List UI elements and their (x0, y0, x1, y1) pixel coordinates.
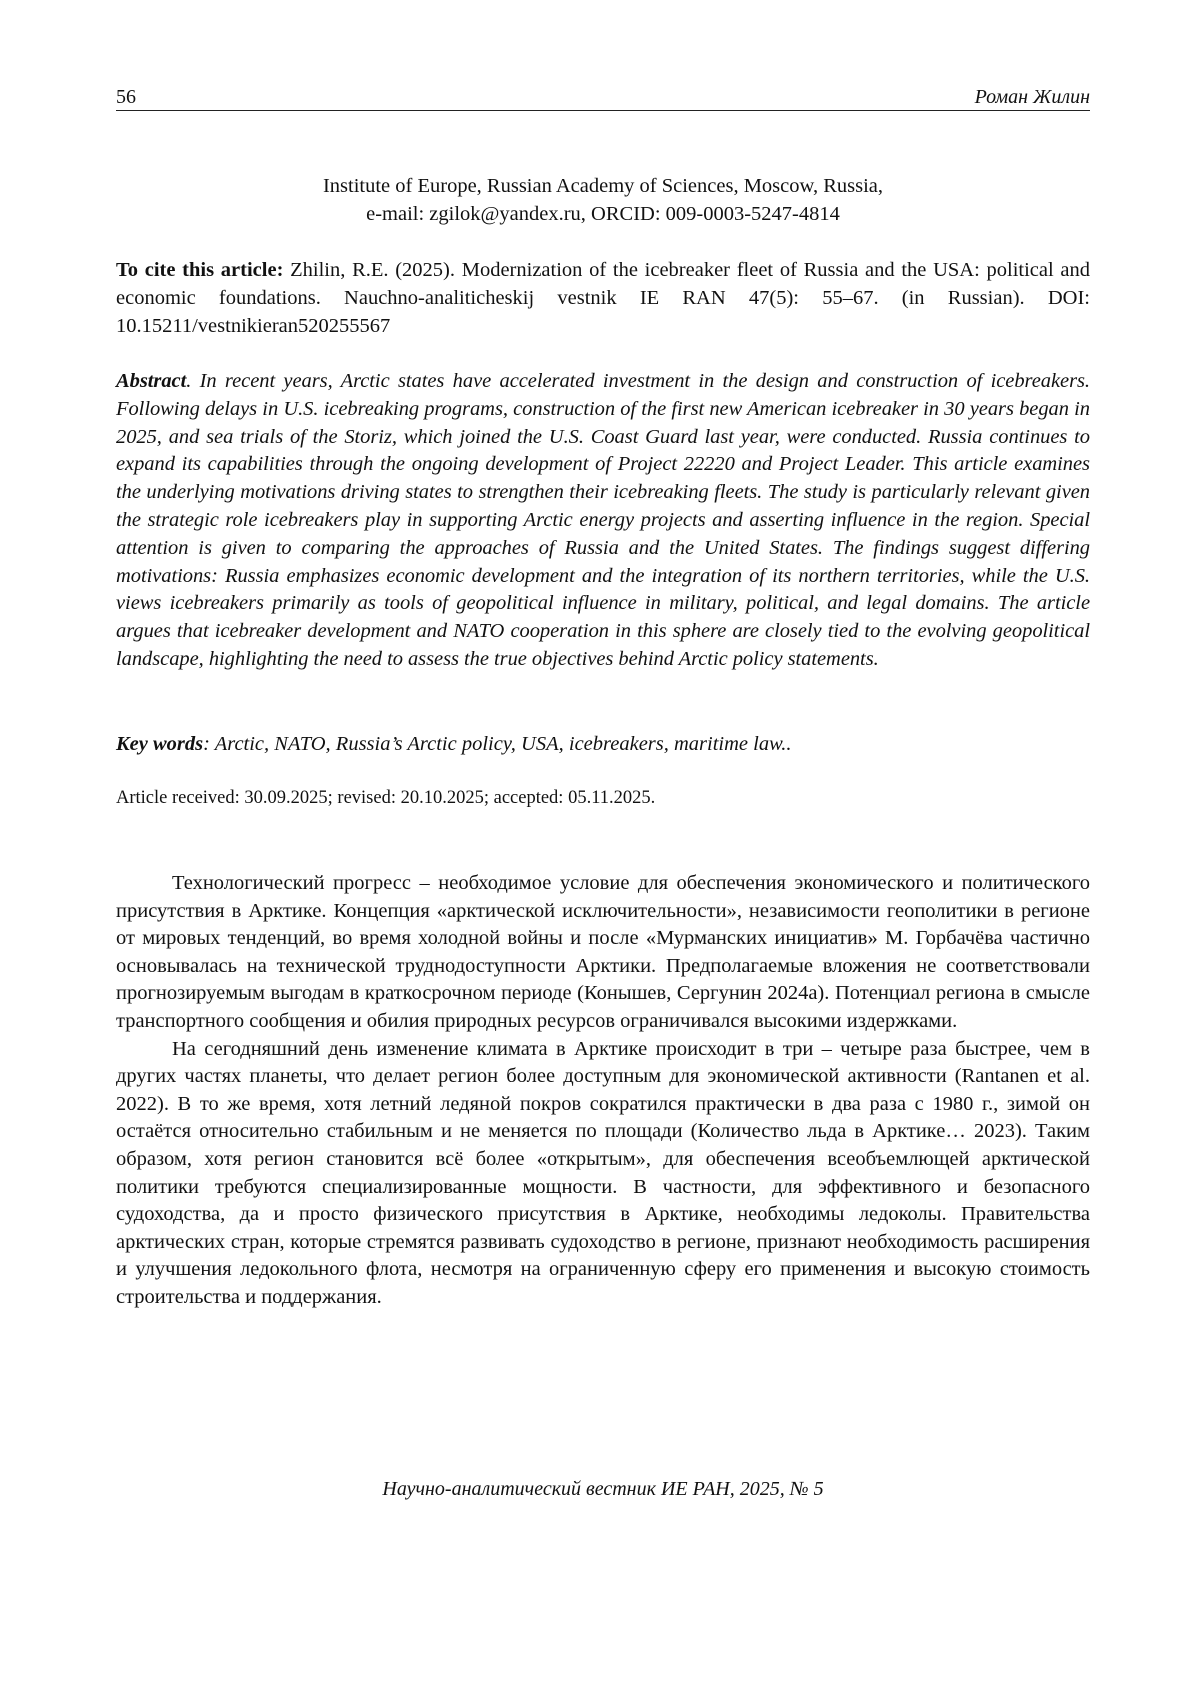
citation-text: Zhilin, R.E. (2025). Modernization of the icebreaker fleet of Russia and the USA: political and economic foundations. Nauchno-analiticheskij vestnik IE RAN 47(5): 55–67. (in Russian). DOI: 10.15211/vestnikieran520255567 (116, 259, 1090, 337)
citation-block (116, 256, 1090, 340)
keywords-label: Key words (116, 733, 204, 755)
running-header (116, 84, 1090, 111)
page-number: 56 (116, 86, 136, 108)
contact-line: e-mail: zgilok@yandex.ru, ORCID: 009-0003-5247-4814 (366, 203, 840, 225)
author-affiliation (116, 172, 1090, 228)
article-dates: Article received: 30.09.2025; revised: 20.10.2025; accepted: 05.11.2025. (116, 788, 656, 808)
body-paragraph: Технологический прогресс – необходимое условие для обеспечения экономического и политического присутствия в Арктике. Концепция «арктической исключительности», независимости геополитики в регионе от мировых тенденций, во время холодной войны и после «Мурманских инициатив» М. Горбачёва частично основывалась на технической труднодоступности Арктики. Предполагаемые вложения не соответствовали прогнозируемым выгодам в краткосрочном периоде (Конышев, Сергунин 2024а). Потенциал региона в смысле транспортного сообщения и обилия природных ресурсов ограничивался высокими издержками. (116, 872, 1090, 1032)
body-text (116, 870, 1090, 1312)
body-paragraph: На сегодняшний день изменение климата в Арктике происходит в три – четыре раза быстрее, чем в других частях планеты, что делает регион более доступным для экономической активности (Rantanen et al. 2022). В то же время, хотя летний ледяной покров сократился практически в два раза с 1980 г., зимой он остаётся относительно стабильным и не меняется по площади (Количество льда в Арктике… 2023). Таким образом, хотя регион становится всё более «открытым», для обеспечения всеобъемлющей арктической политики требуются специализированные мощности. В частности, для эффективного и безопасного судоходства, да и просто физического присутствия в Арктике, необходимы ледоколы. Правительства арктических стран, которые стремятся развивать судоходство в регионе, признают необходимость расширения и улучшения ледокольного флота, несмотря на ограниченную сферу его применения и высокую стоимость строительства и поддержания. (116, 1037, 1090, 1308)
affiliation-line: Institute of Europe, Russian Academy of Sciences, Moscow, Russia, (322, 175, 884, 197)
citation-label: To cite this article: (116, 259, 284, 281)
keywords-text: : Arctic, NATO, Russia’s Arctic policy, USA, icebreakers, maritime law.. (203, 733, 792, 755)
journal-footer: Научно-аналитический вестник ИЕ РАН, 2025, № 5 (382, 1478, 824, 1500)
abstract-text: . In recent years, Arctic states have accelerated investment in the design and construction of icebreakers. Following delays in U.S. icebreaking programs, construction of the first new American icebreaker in 30 years began in 2025, and sea trials of the Storiz, which joined the U.S. Coast Guard last year, were conducted. Russia continues to expand its capabilities through the ongoing development of Project 22220 and Project Leader. This article examines the underlying motivations driving states to strengthen their icebreaking fleets. The study is particularly relevant given the strategic role icebreakers play in supporting Arctic energy projects and asserting influence in the region. Special attention is given to comparing the approaches of Russia and the United States. The findings suggest differing motivations: Russia emphasizes economic development and the integration of its northern territories, while the U.S. views icebreakers primarily as tools of geopolitical influence in military, political, and legal domains. The article argues that icebreaker development and NATO cooperation in this sphere are closely tied to the evolving geopolitical landscape, highlighting the need to assess the true objectives behind Arctic policy statements. (116, 370, 1090, 670)
abstract-block (116, 368, 1090, 674)
running-author: Роман Жилин (974, 86, 1090, 108)
abstract-label: Abstract (116, 370, 187, 392)
keywords-block (116, 730, 1090, 758)
